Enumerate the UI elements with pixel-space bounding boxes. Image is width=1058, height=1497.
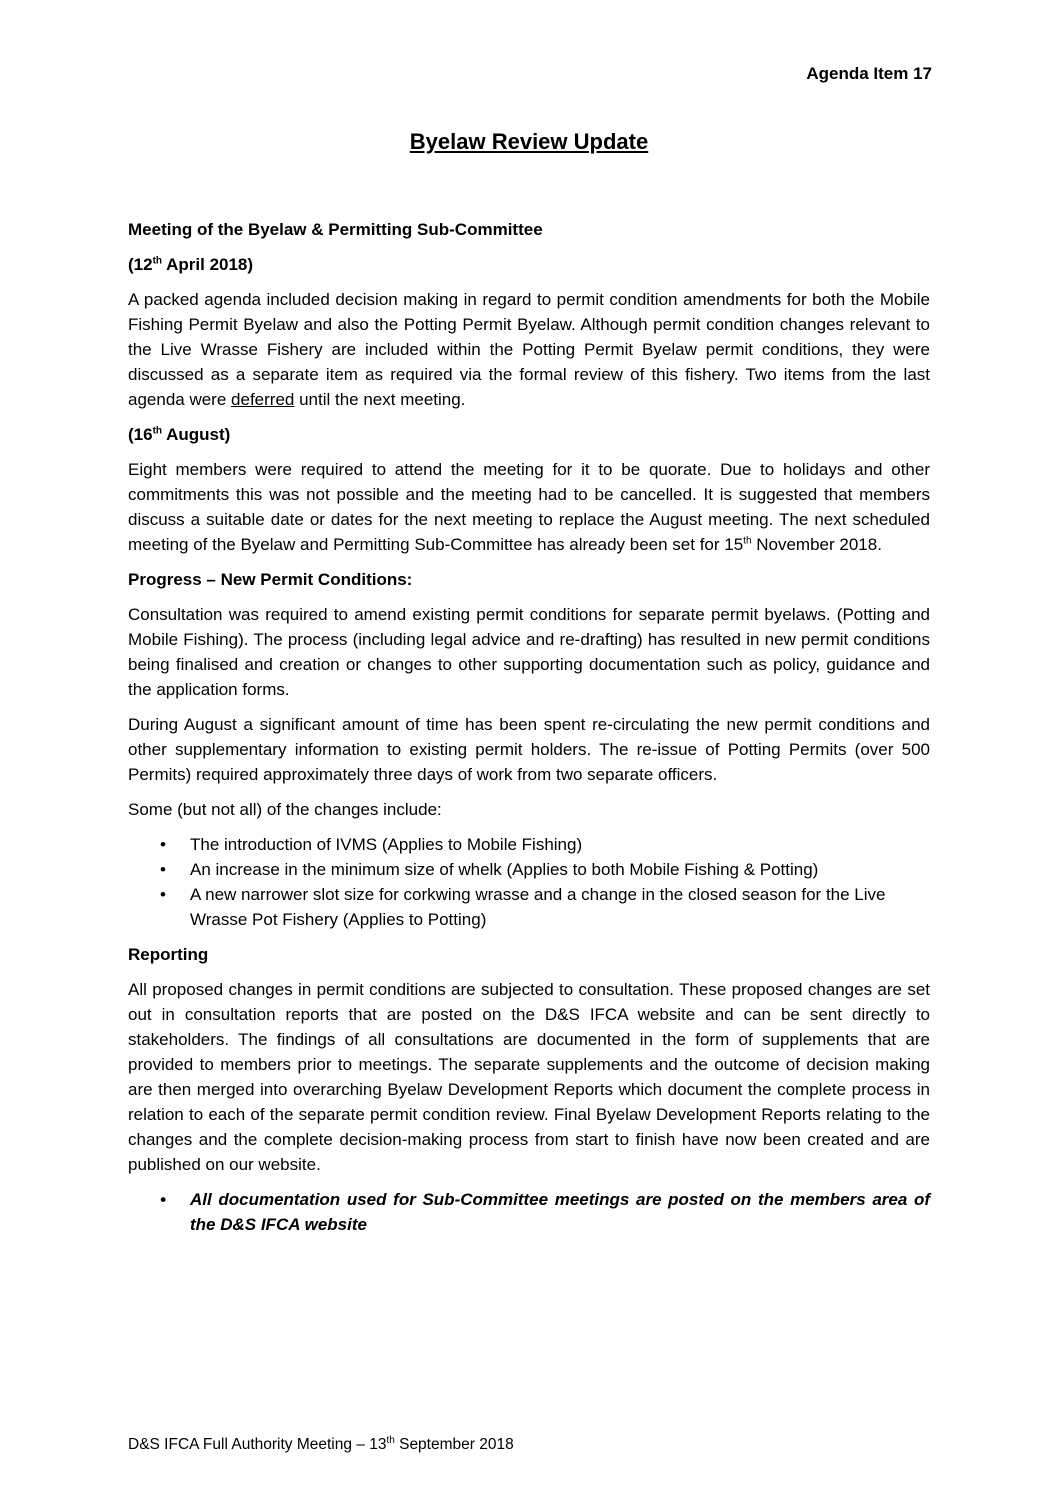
changes-list (128, 832, 930, 932)
bullet-icon: • (160, 1190, 166, 1209)
bullet-icon: • (160, 885, 166, 904)
list-item: • The introduction of IVMS (Applies to Mobile Fishing) (190, 832, 930, 857)
meeting-heading: Meeting of the Byelaw & Permitting Sub-Committee (128, 220, 543, 239)
bullet-icon: • (160, 860, 166, 879)
progress-paragraph-2: During August a significant amount of time has been spent re-circulating the new permit conditions and other supplementary information to existing permit holders. The re-issue of Potting Permits (over 500 Permits) required approximately three days of work from two separate officers. (128, 715, 930, 784)
bullet-icon: • (160, 835, 166, 854)
agenda-item-label: Agenda Item 17 (806, 64, 932, 83)
list-item: • A new narrower slot size for corkwing wrasse and a change in the closed season for the Live Wrasse Pot Fishery (Applies to Potting) (190, 882, 930, 932)
progress-paragraph-1: Consultation was required to amend existing permit conditions for separate permit byelaws. (Potting and Mobile Fishing). The process (including legal advice and re-drafting) has resulted in new permit conditions being finalised and creation or changes to other supporting documentation such as policy, guidance and the application forms. (128, 605, 930, 699)
list-item: • All documentation used for Sub-Committee meetings are posted on the members area of the D&S IFCA website (190, 1187, 930, 1237)
august-date-heading: (16th August) (128, 425, 231, 444)
list-item: • An increase in the minimum size of whelk (Applies to both Mobile Fishing & Potting) (190, 857, 930, 882)
april-paragraph: A packed agenda included decision making in regard to permit condition amendments for both the Mobile Fishing Permit Byelaw and also the Potting Permit Byelaw. Although permit condition changes relevant to the Live Wrasse Fishery are included within the Potting Permit Byelaw permit conditions, they were discussed as a separate item as required via the formal review of this fishery. Two items from the last agenda were deferred until the next meeting. (128, 290, 930, 409)
document-body (128, 217, 930, 1247)
page-footer: D&S IFCA Full Authority Meeting – 13th September 2018 (128, 1434, 514, 1453)
april-date-heading: (12th April 2018) (128, 255, 254, 274)
page-title: Byelaw Review Update (409, 129, 649, 154)
deferred-underlined: deferred (231, 390, 295, 409)
august-paragraph: Eight members were required to attend the meeting for it to be quorate. Due to holidays and other commitments this was not possible and the meeting had to be cancelled. It is suggested that members discuss a suitable date or dates for the next meeting to replace the August meeting. The next scheduled meeting of the Byelaw and Permitting Sub-Committee has already been set for 15th November 2018. (128, 460, 930, 554)
progress-heading: Progress – New Permit Conditions: (128, 570, 413, 589)
reporting-heading: Reporting (128, 945, 209, 964)
progress-paragraph-3: Some (but not all) of the changes include: (128, 800, 442, 819)
reporting-paragraph: All proposed changes in permit conditions are subjected to consultation. These proposed changes are set out in consultation reports that are posted on the D&S IFCA website and can be sent directly to stakeholders. The findings of all consultations are documented in the form of supplements that are provided to members prior to meetings. The separate supplements and the outcome of decision making are then merged into overarching Byelaw Development Reports which document the complete process in relation to each of the separate permit condition review. Final Byelaw Development Reports relating to the changes and the complete decision-making process from start to finish have now been created and are published on our website. (128, 980, 930, 1174)
highlight-list (128, 1187, 930, 1237)
